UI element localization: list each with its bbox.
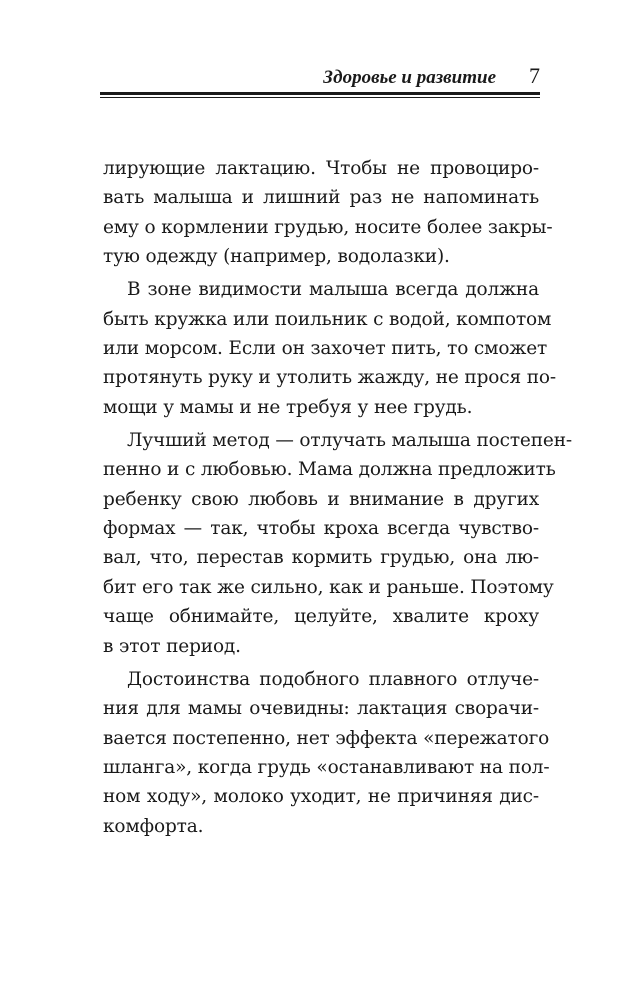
text-line: лирующие лактацию. Чтобы не провоциро-	[103, 158, 539, 179]
text-line: пенно и с любовью. Мама должна предложить	[103, 459, 556, 481]
running-title: Здоровье и развитие	[323, 67, 496, 88]
header-rule-thin	[100, 97, 540, 98]
text-line: чаще обнимайте, целуйте, хвалите кроху	[103, 606, 539, 628]
running-header	[100, 64, 540, 100]
text-line: вал, что, перестав кормить грудью, она лю-	[103, 547, 539, 569]
text-line: вается постепенно, нет эффекта «пережатого	[103, 727, 550, 749]
text-line: в этот период.	[103, 635, 241, 657]
text-line: Лучший метод — отлучать малыша постепен-	[127, 430, 572, 452]
text-line: ему о кормлении грудью, носите более закры-	[103, 216, 553, 238]
text-line: протянуть руку и утолить жажду, не прося по-	[103, 367, 557, 389]
text-line: ребенку свою любовь и внимание в других	[103, 488, 539, 510]
page-number: 7	[529, 63, 540, 88]
paragraph-2	[103, 275, 557, 422]
text-line: или морсом. Если он захочет пить, то сможет	[103, 338, 548, 360]
body-text	[103, 154, 572, 841]
text-line: бит его так же сильно, как и раньше. Поэтому	[103, 576, 554, 598]
text-line: ния для мамы очевидны: лактация сворачи-	[103, 698, 539, 720]
paragraph-3	[103, 426, 572, 661]
text-line: шланга», когда грудь «останавливают на пол-	[103, 756, 550, 778]
text-line: В зоне видимости малыша всегда должна	[127, 279, 539, 301]
text-line: комфорта.	[103, 815, 204, 837]
text-line: быть кружка или поильник с водой, компотом	[103, 308, 552, 330]
text-line: формах — так, чтобы кроха всегда чувство-	[103, 518, 539, 540]
paragraph-4	[103, 665, 550, 841]
paragraph-1	[103, 154, 553, 271]
text-line: тую одежду (например, водолазки).	[103, 246, 450, 268]
text-line: Достоинства подобного плавного отлуче-	[127, 668, 539, 690]
text-line: мощи у мамы и не требуя у нее грудь.	[103, 396, 473, 418]
text-line: ном ходу», молоко уходит, не причиняя дис-	[103, 786, 539, 808]
header-rule-thick	[100, 92, 540, 95]
text-line: вать малыша и лишний раз не напоминать	[103, 187, 539, 209]
